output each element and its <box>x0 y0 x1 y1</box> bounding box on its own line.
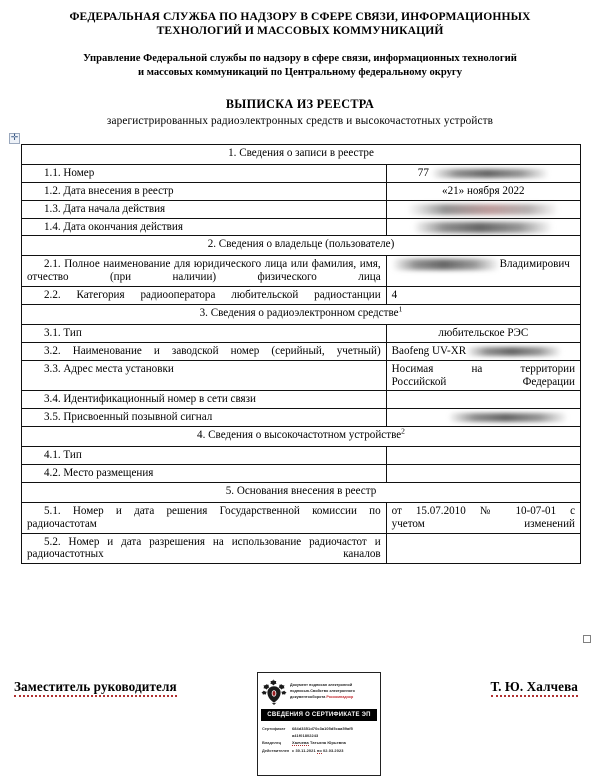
organization-title-line-1: ФЕДЕРАЛЬНАЯ СЛУЖБА ПО НАДЗОРУ В СФЕРЕ СВЯЗИ, ИНФОРМАЦИОННЫХ <box>69 10 531 23</box>
row-value-3-1: любительское РЭС <box>386 325 580 343</box>
table-row <box>22 342 581 360</box>
esig-header-line-1: Документ подписан электронной <box>290 683 353 688</box>
footnote-marker-2: 2 <box>401 426 405 436</box>
row-value-3-3-text-line2: Российской Федерации <box>391 375 575 388</box>
table-row <box>22 533 581 564</box>
page-title: ВЫПИСКА ИЗ РЕЕСТРА <box>225 96 375 111</box>
section-header-3-text: 3. Сведения о радиоэлектронном средстве <box>199 307 399 320</box>
table-resize-handle-icon[interactable] <box>583 635 591 643</box>
row-value-5-2 <box>386 533 580 564</box>
coat-of-arms-icon <box>261 678 287 706</box>
row-label-4-2: 4.2. Место размещения <box>22 465 387 483</box>
signer-position-title <box>14 679 177 695</box>
department-title-line-1: Управление Федеральной службы по надзору в сфере связи, информационных технологий <box>83 53 517 65</box>
table-section-row <box>22 482 581 502</box>
row-value-2-2: 4 <box>386 287 580 305</box>
signer-name-text: Т. Ю. Халчева <box>491 679 578 697</box>
table-row <box>22 256 581 287</box>
esig-header-line-3 <box>290 695 376 701</box>
row-label-1-4: 1.4. Дата окончания действия <box>22 218 387 236</box>
signer-name <box>491 679 578 695</box>
row-label-1-2: 1.2. Дата внесения в реестр <box>22 182 387 200</box>
esig-validity-separator: по <box>316 747 322 753</box>
redaction-bar <box>448 413 568 422</box>
row-value-1-2: «21» ноября 2022 <box>386 182 580 200</box>
row-label-4-1: 4.1. Тип <box>22 447 387 465</box>
redaction-bar <box>466 347 562 356</box>
table-section-row <box>22 427 581 447</box>
table-section-row <box>22 145 581 165</box>
department-title-line-2: и массовых коммуникаций по Центральному федеральному округу <box>137 66 463 78</box>
row-label-2-2: 2.2. Категория радиооператора любительской радиостанции <box>22 287 387 305</box>
section-header-1: 1. Сведения о записи в реестре <box>22 145 581 165</box>
esig-owner-value <box>292 739 376 746</box>
redaction-bar <box>407 204 559 215</box>
esig-cert-label: Сертификат <box>262 726 286 731</box>
esig-validity-row <box>262 747 376 754</box>
row-value-3-3 <box>386 360 580 391</box>
table-row <box>22 325 581 343</box>
esig-cert-value-line-1: 684d3351d70c3a105d5caa59af5 <box>292 726 353 731</box>
row-label-3-1: 3.1. Тип <box>22 325 387 343</box>
section-header-5: 5. Основания внесения в реестр <box>22 482 581 502</box>
esig-banner: СВЕДЕНИЯ О СЕРТИФИКАТЕ ЭП <box>261 709 377 721</box>
row-value-1-1-text: 77 <box>417 167 429 179</box>
section-header-3 <box>22 305 581 325</box>
esig-stamp-header <box>258 673 380 709</box>
table-row <box>22 200 581 218</box>
table-row <box>22 447 581 465</box>
section-header-4-text: 4. Сведения о высокочастотном устройстве <box>197 429 402 442</box>
esig-validity-label: Действителен <box>262 747 290 753</box>
esig-owner-rest: Татьяна Юрьевна <box>309 740 346 746</box>
row-value-5-1-text-line2: учетом изменений <box>391 517 575 530</box>
row-value-5-1-text: от 15.07.2010 № 10-07-01 с <box>391 504 575 517</box>
table-section-row <box>22 305 581 325</box>
row-value-1-3 <box>386 200 580 218</box>
table-row <box>22 218 581 236</box>
redaction-bar <box>392 259 500 270</box>
table-row <box>22 360 581 391</box>
row-value-2-1 <box>386 256 580 287</box>
esig-validity-value <box>292 747 376 754</box>
esig-cert-row <box>262 725 376 739</box>
esig-cert-value-line-2: a41f01802243 <box>292 733 319 739</box>
table-section-row <box>22 236 581 256</box>
esig-owner-label: Владелец <box>262 740 282 746</box>
esig-header-line-2: подписью.Свойство электронного <box>290 689 355 694</box>
row-label-5-1: 5.1. Номер и дата решения Государственной комиссии по радиочастотам <box>22 502 387 533</box>
esig-validity-from: с 30.11.2021 <box>292 747 316 753</box>
esig-owner-surname: Халчева <box>292 740 309 746</box>
row-label-3-4: 3.4. Идентификационный номер в сети связи <box>22 391 387 409</box>
esig-stamp-header-text <box>287 683 376 700</box>
organization-title-line-2: ТЕХНОЛОГИЙ И МАССОВЫХ КОММУНИКАЦИЙ <box>156 24 444 38</box>
row-label-3-5: 3.5. Присвоенный позывной сигнал <box>22 409 387 427</box>
table-row <box>22 287 581 305</box>
section-header-4 <box>22 427 581 447</box>
esig-validity-to: 02.03.2023 <box>323 747 344 753</box>
esig-header-line-3-text: документооборота <box>290 694 326 699</box>
row-value-2-1-text: Владимирович <box>499 258 570 271</box>
table-row <box>22 182 581 200</box>
row-label-1-3: 1.3. Дата начала действия <box>22 200 387 218</box>
row-value-3-3-text: Носимая на территории <box>391 362 575 375</box>
footnote-marker-1: 1 <box>398 304 403 314</box>
table-row <box>22 465 581 483</box>
signer-position-title-text: Заместитель руководителя <box>14 679 177 697</box>
row-value-1-4 <box>386 218 580 236</box>
row-value-4-1 <box>386 447 580 465</box>
row-value-4-2 <box>386 465 580 483</box>
page-subtitle: зарегистрированных радиоэлектронных средств и высокочастотных устройств <box>106 114 494 127</box>
registry-table-container <box>21 144 581 564</box>
row-value-3-4 <box>386 391 580 409</box>
row-value-1-1 <box>386 165 580 183</box>
department-title <box>26 52 574 78</box>
row-value-5-1 <box>386 502 580 533</box>
row-label-3-3: 3.3. Адрес места установки <box>22 360 387 391</box>
organization-title <box>24 10 576 38</box>
row-label-1-1: 1.1. Номер <box>22 165 387 183</box>
redaction-bar <box>413 222 553 233</box>
section-header-2: 2. Сведения о владельце (пользователе) <box>22 236 581 256</box>
esig-details <box>258 721 380 754</box>
esig-cert-value <box>292 725 376 739</box>
registry-table <box>21 144 581 564</box>
row-value-3-2 <box>386 342 580 360</box>
redaction-bar <box>431 169 549 178</box>
row-label-3-2: 3.2. Наименование и заводской номер (серийный, учетный) <box>22 342 387 360</box>
row-label-5-2: 5.2. Номер и дата разрешения на использование радиочастот и радиочастотных каналов <box>22 533 387 564</box>
table-row <box>22 409 581 427</box>
esig-owner-row <box>262 739 376 746</box>
table-move-handle-icon[interactable] <box>9 133 20 144</box>
table-row <box>22 502 581 533</box>
row-label-2-1: 2.1. Полное наименование для юридического лица или фамилия, имя, отчество (при наличии) физического лица <box>22 256 387 287</box>
esig-header-agency: Роскомнадзор <box>326 694 354 699</box>
electronic-signature-stamp <box>257 672 381 776</box>
document-header <box>0 0 600 127</box>
row-value-3-5 <box>386 409 580 427</box>
table-row <box>22 165 581 183</box>
table-row <box>22 391 581 409</box>
row-value-3-2-text: Baofeng UV-XR <box>391 344 467 357</box>
